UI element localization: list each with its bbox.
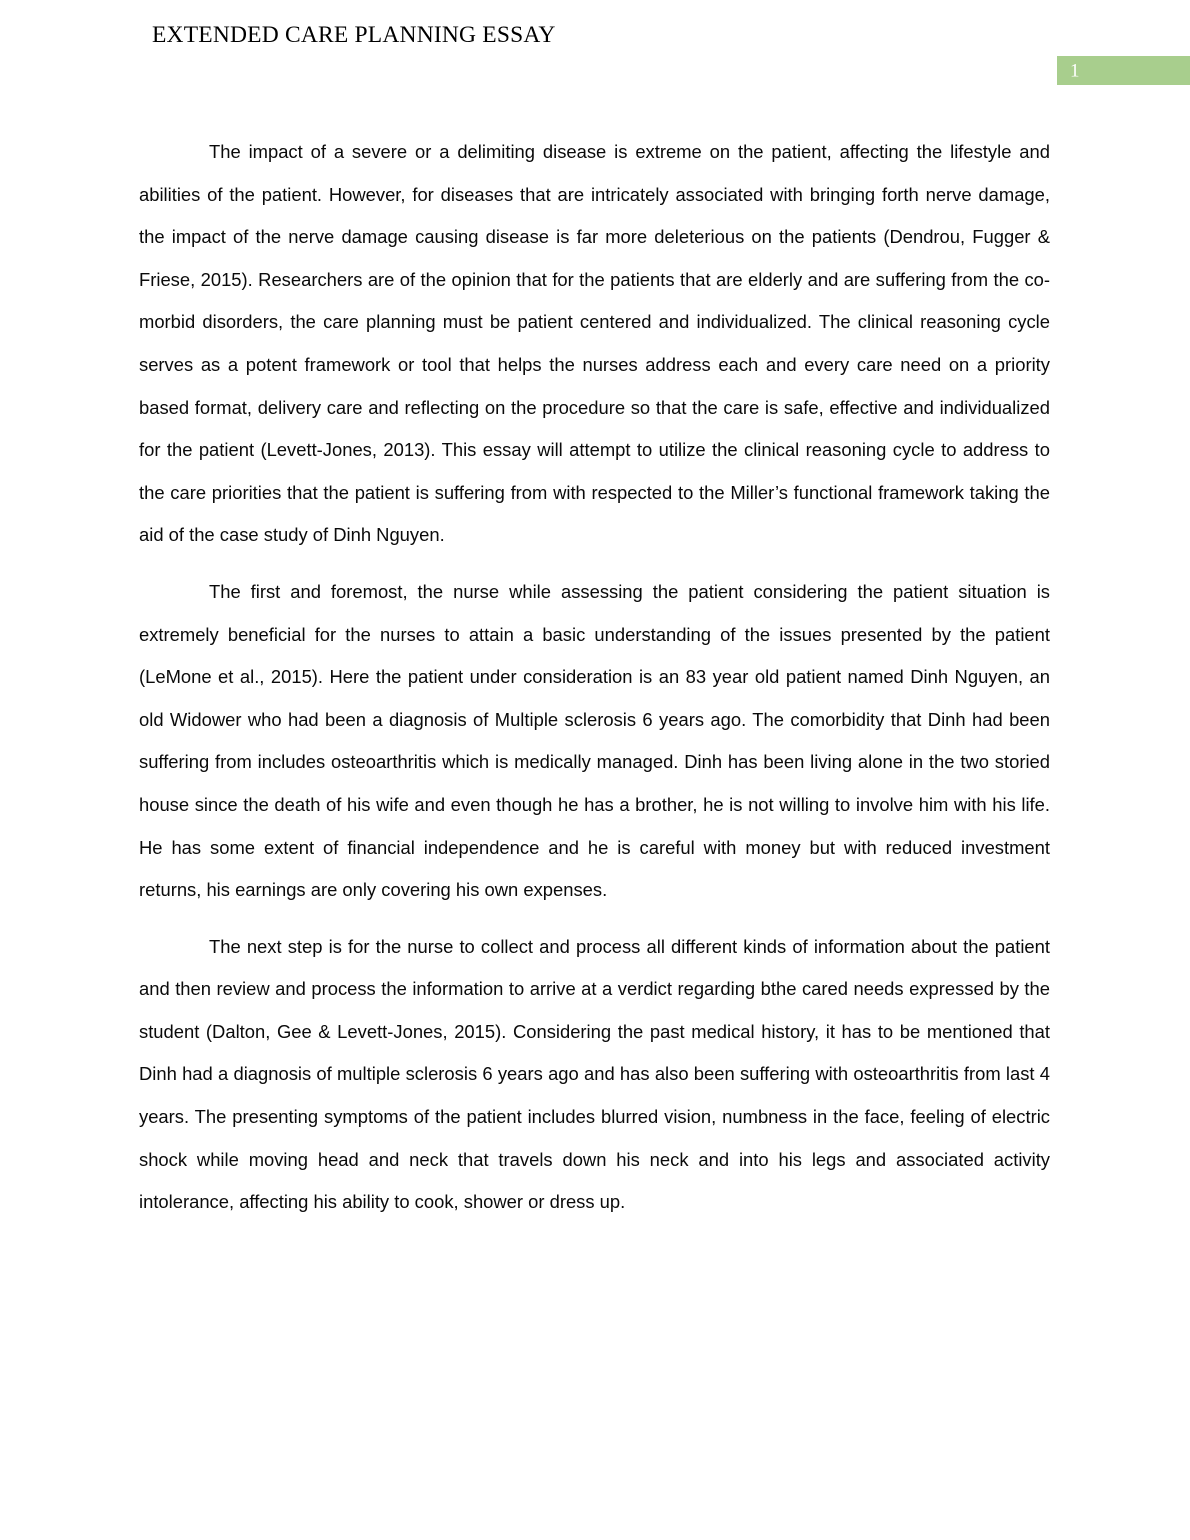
running-header: [152, 20, 1190, 56]
body-paragraph: The first and foremost, the nurse while assessing the patient considering the patient situation is extremely beneficial for the nurses to attain a basic understanding of the issues presented by the patient (LeMone et al., 2015). Here the patient under consideration is an 83 year old patient named Dinh Nguyen, an old Widower who had been a diagnosis of Multiple sclerosis 6 years ago. The comorbidity that Dinh had been suffering from includes osteoarthritis which is medically managed. Dinh has been living alone in the two storied house since the death of his wife and even though he has a brother, he is not willing to involve him with his life. He has some extent of financial independence and he is careful with money but with reduced investment returns, his earnings are only covering his own expenses.: [139, 580, 1050, 901]
header-title: EXTENDED CARE PLANNING ESSAY: [152, 22, 556, 48]
body-paragraph: The next step is for the nurse to collect and process all different kinds of information about the patient and then review and process the information to arrive at a verdict regarding bthe cared needs expressed by the student (Dalton, Gee & Levett-Jones, 2015). Considering the past medical history, it has to be mentioned that Dinh had a diagnosis of multiple sclerosis 6 years ago and has also been suffering with osteoarthritis from last 4 years. The presenting symptoms of the patient includes blurred vision, numbness in the face, feeling of electric shock while moving head and neck that travels down his neck and into his legs and associated activity intolerance, affecting his ability to cook, shower or dress up.: [139, 935, 1050, 1213]
page-number-label: 1: [1070, 60, 1080, 81]
body-paragraph: The impact of a severe or a delimiting disease is extreme on the patient, affecting the lifestyle and abilities of the patient. However, for diseases that are intricately associated with bringing forth nerve damage, the impact of the nerve damage causing disease is far more deleterious on the patients (Dendrou, Fugger & Friese, 2015). Researchers are of the opinion that for the patients that are elderly and are suffering from the co-morbid disorders, the care planning must be patient centered and individualized. The clinical reasoning cycle serves as a potent framework or tool that helps the nurses address each and every care need on a priority based format, delivery care and reflecting on the procedure so that the care is safe, effective and individualized for the patient (Levett-Jones, 2013). This essay will attempt to utilize the clinical reasoning cycle to address to the care priorities that the patient is suffering from with respected to the Miller’s functional framework taking the aid of the case study of Dinh Nguyen.: [139, 141, 1050, 546]
page-number-band: [1057, 56, 1190, 85]
document-body: [139, 131, 1050, 1224]
